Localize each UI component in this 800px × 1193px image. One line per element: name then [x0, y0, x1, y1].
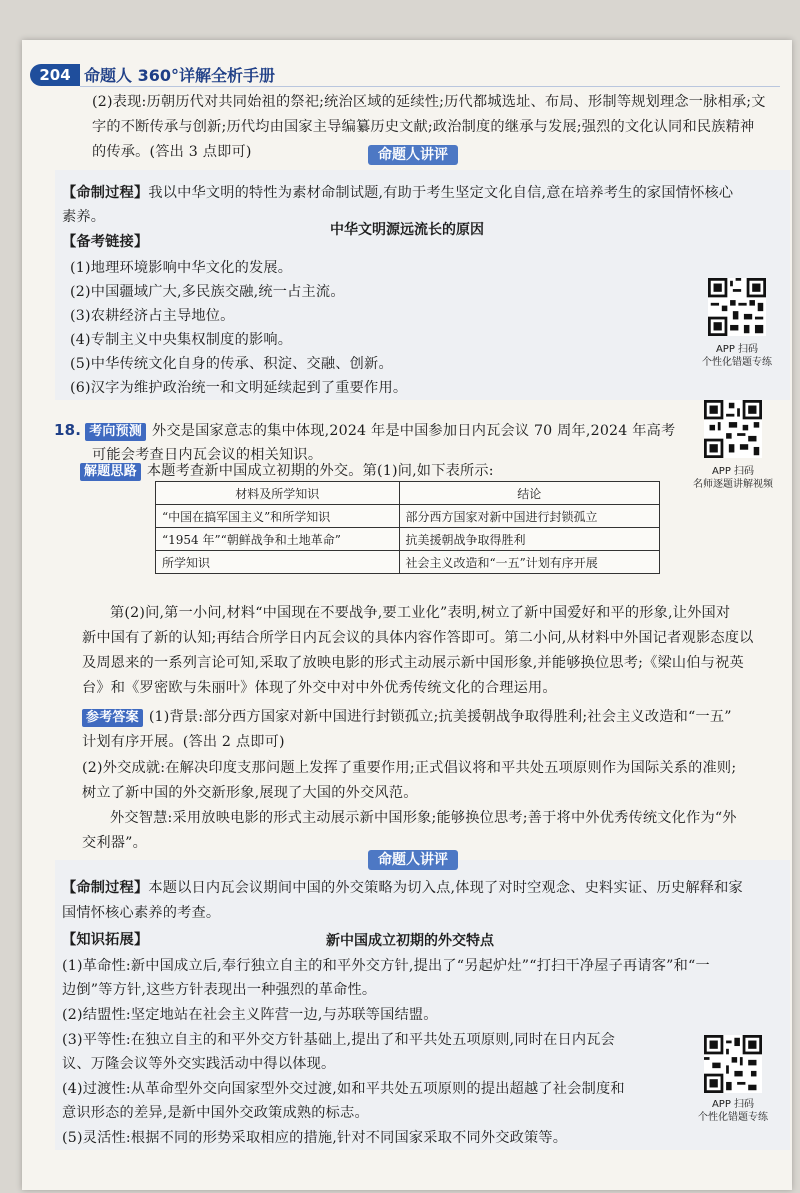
table-cell: 抗美援朝战争取得胜利 — [399, 528, 660, 551]
page-number-badge: 204 — [30, 64, 80, 86]
list-item: (4)过渡性:从革命型外交向国家型外交过渡,如和平共处五项原则的提出超越了社会制度和 — [62, 1081, 625, 1097]
list-item: 边倒”等方针,这些方针表现出一种强烈的革命性。 — [62, 982, 377, 998]
answer-tag: 参考答案 — [82, 709, 143, 727]
analysis-intro-line — [80, 461, 494, 481]
knowledge-table — [155, 481, 660, 574]
table-row — [156, 528, 660, 551]
text-line: (2)表现:历朝历代对共同始祖的祭祀;统治区域的延续性;历代都城选址、布局、形制等规划理念一脉相承;文 — [92, 94, 766, 110]
qr-caption — [687, 343, 787, 369]
question-number: 18. — [54, 421, 82, 439]
answer-line — [82, 707, 732, 727]
list-item: (3)平等性:在独立自主的和平外交方针基础上,提出了和平共处五项原则,同时在日内瓦会 — [62, 1032, 616, 1048]
answer-text: (1)背景:部分西方国家对新中国进行封锁孤立;抗美援朝战争取得胜利;社会主义改造和“一五” — [148, 709, 732, 725]
analysis-line: 及周恩来的一系列言论可知,采取了放映电影的形式主动展示新中国形象,并能够换位思考;《梁山伯与祝英 — [82, 655, 744, 671]
table-cell: 社会主义改造和“一五”计划有序开展 — [399, 551, 660, 574]
qr-code-graphic — [704, 400, 762, 458]
process-text: 我以中华文明的特性为素材命制试题,有助于考生坚定文化自信,意在培养考生的家国情怀核心 — [148, 185, 734, 201]
qr-caption — [683, 1098, 783, 1124]
link-label: 【备考链接】 — [62, 234, 149, 250]
answer-line: 计划有序开展。(答出 2 点即可) — [82, 734, 285, 750]
qr-code-icon[interactable] — [708, 278, 766, 336]
table-header-cell: 材料及所学知识 — [156, 482, 400, 505]
list-item: (5)灵活性:根据不同的形势采取相应的措施,针对不同国家采取不同外交政策等。 — [62, 1130, 568, 1146]
question-text: 外交是国家意志的集中体现,2024 年是中国参加日内瓦会议 70 周年,2024 年高考 — [152, 423, 676, 439]
qr-caption-line: 名师逐题讲解视频 — [693, 479, 773, 490]
table-cell: 部分西方国家对新中国进行封锁孤立 — [399, 505, 660, 528]
qr-code-graphic — [708, 278, 766, 336]
list-item: (1)地理环境影响中华文化的发展。 — [70, 260, 293, 276]
qr-caption-line: 个性化错题专练 — [702, 357, 772, 368]
list-item: 议、万隆会议等外交实践活动中得以体现。 — [62, 1056, 336, 1072]
table-row — [156, 505, 660, 528]
qr-code-icon[interactable] — [704, 400, 762, 458]
qr-caption — [683, 465, 783, 491]
process-label: 【命制过程】 — [62, 880, 149, 896]
table-cell: “中国在搞军国主义”和所学知识 — [156, 505, 400, 528]
section-title: 中华文明源远流长的原因 — [330, 222, 484, 238]
header-divider — [80, 86, 780, 87]
analysis-intro: 本题考查新中国成立初期的外交。第(1)问,如下表所示: — [146, 463, 494, 479]
table-cell: “1954 年”“朝鲜战争和土地革命” — [156, 528, 400, 551]
analysis-line: 新中国有了新的认知;再结合所学日内瓦会议的具体内容作答即可。第二小问,从材料中外国记者观影态度以 — [82, 630, 754, 646]
commentary-banner-label: 命题人讲评 — [368, 145, 458, 165]
qr-caption-line: APP 扫码 — [711, 466, 755, 477]
table-cell: 所学知识 — [156, 551, 400, 574]
list-item: (3)农耕经济占主导地位。 — [70, 308, 235, 324]
process-label: 【命制过程】 — [62, 185, 149, 201]
ext-label: 【知识拓展】 — [62, 932, 149, 948]
qr-code-graphic — [704, 1035, 762, 1093]
question-text: 可能会考查日内瓦会议的相关知识。 — [92, 447, 323, 463]
table-header-row — [156, 482, 660, 505]
qr-caption-line: APP 扫码 — [715, 344, 759, 355]
question-18-line — [54, 421, 675, 441]
analysis-line: 第(2)问,第一小问,材料“中国现在不要战争,要工业化”表明,树立了新中国爱好和平的形象,让外国对 — [110, 605, 731, 621]
list-item: (4)专制主义中央集权制度的影响。 — [70, 332, 293, 348]
table-header-cell: 结论 — [399, 482, 660, 505]
qr-caption-line: 个性化错题专练 — [698, 1112, 768, 1123]
book-title: 命题人 360°详解全析手册 — [84, 66, 275, 85]
qr-caption-line: APP 扫码 — [711, 1099, 755, 1110]
answer-line: 外交智慧:采用放映电影的形式主动展示新中国形象;能够换位思考;善于将中外优秀传统文化作为“外 — [110, 810, 737, 826]
list-item: (2)结盟性:坚定地站在社会主义阵营一边,与苏联等国结盟。 — [62, 1007, 438, 1023]
list-item: (5)中华传统文化自身的传承、积淀、交融、创新。 — [70, 356, 393, 372]
analysis-tag: 解题思路 — [80, 463, 141, 481]
commentary-banner-label: 命题人讲评 — [368, 850, 458, 870]
process-line: 素养。 — [62, 209, 106, 225]
qr-code-icon[interactable] — [704, 1035, 762, 1093]
forecast-tag: 考向预测 — [85, 423, 146, 441]
answer-line: 树立了新中国的外交新形象,展现了大国的外交风范。 — [82, 785, 418, 801]
section-title: 新中国成立初期的外交特点 — [326, 933, 494, 949]
process-line — [62, 183, 733, 203]
process-text: 本题以日内瓦会议期间中国的外交策略为切入点,体现了对时空观念、史料实证、历史解释和家 — [148, 880, 743, 896]
answer-line: 交利器”。 — [82, 835, 148, 851]
list-item: (2)中国疆域广大,多民族交融,统一占主流。 — [70, 284, 345, 300]
text-line: 的传承。(答出 3 点即可) — [92, 144, 252, 160]
analysis-line: 台》和《罗密欧与朱丽叶》体现了外交中对中外优秀传统文化的合理运用。 — [82, 680, 557, 696]
answer-line: (2)外交成就:在解决印度支那问题上发挥了重要作用;正式倡议将和平共处五项原则作为国际关系的准则; — [82, 760, 737, 776]
process-line: 国情怀核心素养的考查。 — [62, 905, 221, 921]
process-line — [62, 878, 743, 898]
table-row — [156, 551, 660, 574]
text-line: 字的不断传承与创新;历代均由国家主导编纂历史文献;政治制度的继承与发展;强烈的文化认同和民族精神 — [92, 119, 755, 135]
list-item: (6)汉字为维护政治统一和文明延续起到了重要作用。 — [70, 380, 408, 396]
list-item: (1)革命性:新中国成立后,奉行独立自主的和平外交方针,提出了“另起炉灶”“打扫干净屋子再请客”和“一 — [62, 958, 710, 974]
list-item: 意识形态的差异,是新中国外交政策成熟的标志。 — [62, 1105, 369, 1121]
